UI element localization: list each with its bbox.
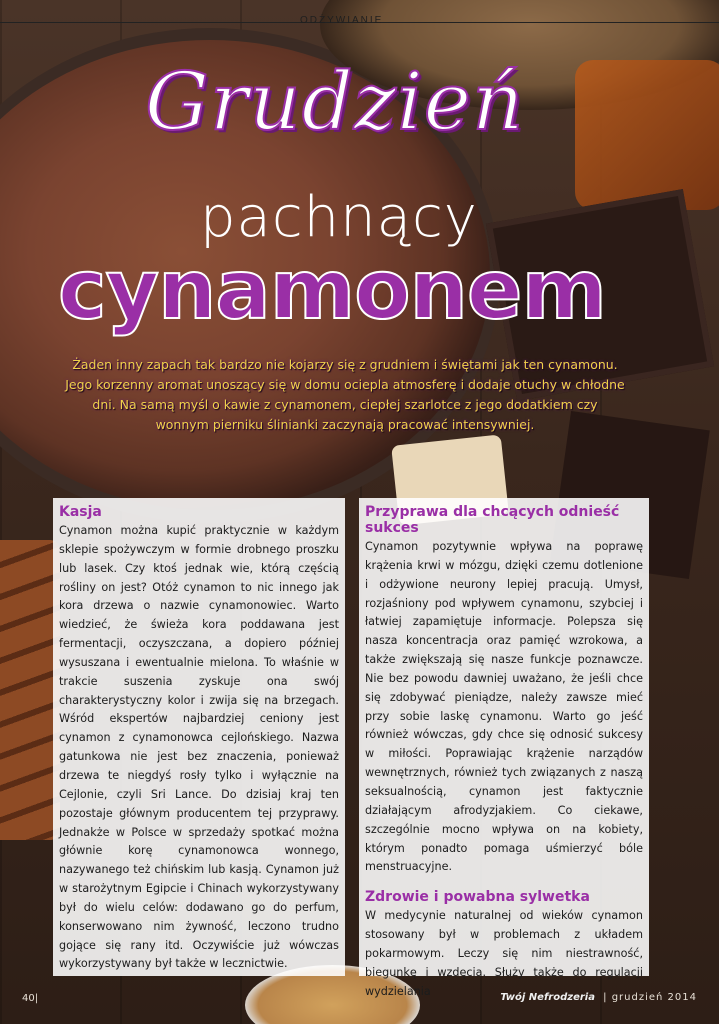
left-column (53, 498, 345, 976)
right-body-2: W medycynie naturalnej od wieków cynamon stosowany był w problemach z układem pokarmowym. Leczy się nim niestrawność, biegunkę i wzdęcia. Służy także do regulacji wydzielania (365, 909, 643, 998)
left-heading: Kasja (59, 504, 102, 520)
caramel-candy (575, 60, 719, 210)
right-heading-1: Przyprawa dla chcących odnieść sukces (365, 504, 620, 536)
right-body-1: Cynamon pozytywnie wpływa na poprawę krążenia krwi w mózgu, dzięki czemu dotlenione i odżywione neurony lepiej pracują. Umysł, rozjaśniony pod wpływem cynamonu, szybciej i łatwiej zapamiętuje informacje. Polepsza się nasza koncentracja oraz pamięć wzrokowa, a także zwiększają się nasze funkcje poznawcze. Nie bez powodu dawniej uważano, że jeśli chce się zdobywać pieniądze, należy zawsze mieć przy sobie laskę cynamonu. Warto go jeść również wówczas, gdy chce się odnosić sukcesy w miłości. Poprawiając krążenie narządów wewnętrznych, również tych związanych z naszą seksualnością, cynamon jest faktycznie działającym afrodyzjakiem. Co ciekawe, szczególnie mocno wpływa on na kobiety, którym ponadto pomaga uśmierzyć bóle menstruacyjne. (365, 540, 643, 874)
right-heading-2: Zdrowie i powabna sylwetka (365, 889, 590, 906)
title-main: cynamonem (58, 243, 606, 338)
magazine-logo: Twój Nefrodzeria (500, 992, 595, 1003)
title-subtitle: pachnący (200, 185, 478, 250)
cinnamon-sticks (0, 540, 60, 840)
lead-paragraph: Żaden inny zapach tak bardzo nie kojarzy się z grudniem i świętami jak ten cynamonu. Jego korzenny aromat unoszący się w domu ociepla atmosferę i dodaje otuchy w chłodne dni. Na samą myśl o kawie z cynamonem, ciepłej szarlotce z jego dodatkiem czy wonnym pierniku ślinianki zaczynają pracować intensywniej. (65, 357, 625, 432)
title-script: Grudzień (145, 55, 525, 148)
page-number: 40| (22, 993, 39, 1004)
footer-issue (500, 992, 697, 1003)
issue-date: | grudzień 2014 (603, 992, 697, 1003)
left-body: Cynamon można kupić praktycznie w każdym sklepie spożywczym w formie drobnego proszku lub lasek. Czy ktoś jednak wie, którą częścią rośliny on jest? Otóż cynamon to nic innego jak kora drzewa o nazwie cynamonowiec. Warto wiedzieć, że świeża kora poddawana jest fermentacji, oczyszczana, a dopiero później wysuszana i ewentualnie mielona. To właśnie w trakcie suszenia zyskuje ona swój charakterystyczny kolor i zwija się na brzegach. Wśród ekspertów najbardziej ceniony jest cynamon z cynamonowca cejlońskiego. Nazwa gatunkowa nie jest bez znaczenia, ponieważ drzewa te niegdyś rosły tylko i wyłącznie na Cejlonie, czyli Sri Lance. Do dzisiaj kraj ten pozostaje głównym producentem tej przyprawy. Jednakże w Polsce w sprzedaży spotkać można głównie korę cynamonowca wonnego, nazywanego też chińskim lub kasją. Cynamon już w starożytnym Egipcie i Chinach wykorzystywany był do wielu celów: dodawano go do perfum, konserwowano nim żywność, leczono trudno gojące się rany itd. Oczywiście już wówczas wykorzystywany był także w lecznictwie. (59, 524, 339, 971)
section-label: ODŻYWIANIE (300, 15, 384, 26)
